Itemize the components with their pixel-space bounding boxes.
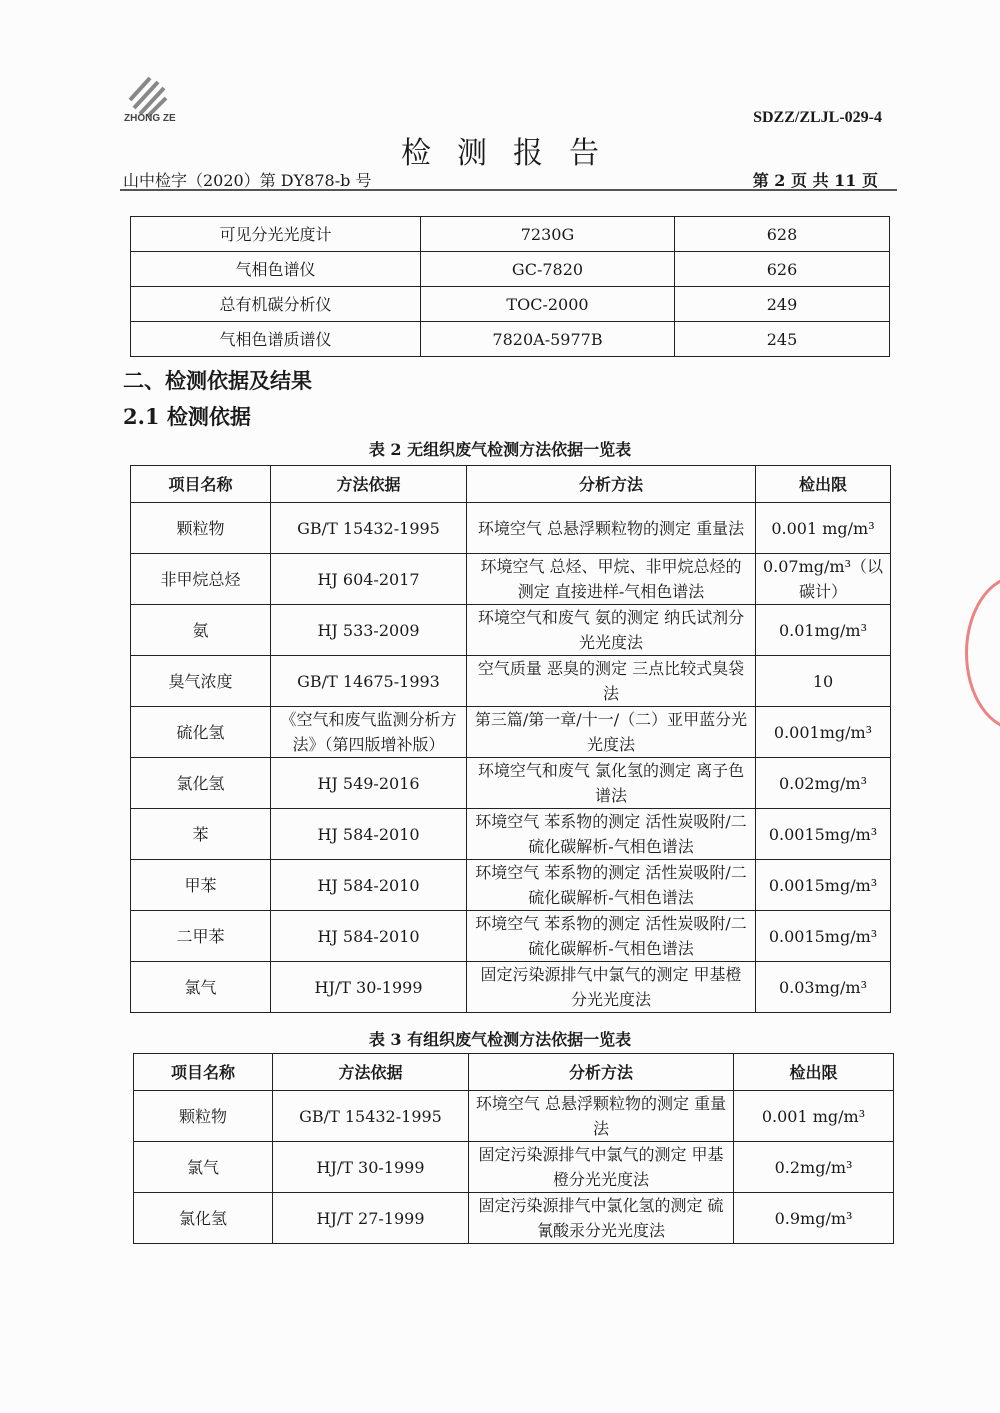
table-cell: GB/T 14675-1993 bbox=[271, 656, 467, 707]
table-cell: TOC-2000 bbox=[421, 287, 675, 322]
table-cell: 固定污染源排气中氯气的测定 甲基橙分光光度法 bbox=[469, 1142, 734, 1193]
table-cell: 249 bbox=[675, 287, 890, 322]
table-row bbox=[134, 1091, 894, 1142]
table-cell: 0.9mg/m³ bbox=[734, 1193, 894, 1244]
table-cell: HJ 584-2010 bbox=[271, 809, 467, 860]
organized-gas-method-table bbox=[133, 1053, 894, 1244]
table-cell: 0.0015mg/m³ bbox=[756, 860, 891, 911]
page-title: 检测报告 bbox=[401, 136, 625, 171]
table-cell: 《空气和废气监测分析方法》（第四版增补版） bbox=[271, 707, 467, 758]
table-cell: 二甲苯 bbox=[131, 911, 271, 962]
table-row bbox=[131, 554, 891, 605]
table-cell: 氯化氢 bbox=[131, 758, 271, 809]
table-cell: 非甲烷总烃 bbox=[131, 554, 271, 605]
red-seal-stamp bbox=[965, 575, 1000, 731]
table-cell: 可见分光光度计 bbox=[131, 217, 421, 252]
table-cell: 环境空气 苯系物的测定 活性炭吸附/二硫化碳解析-气相色谱法 bbox=[467, 860, 756, 911]
table-cell: 苯 bbox=[131, 809, 271, 860]
table-row bbox=[131, 707, 891, 758]
section-title: 二、检测依据及结果 bbox=[123, 368, 312, 393]
table-cell: 气相色谱质谱仪 bbox=[131, 322, 421, 357]
table-cell: GB/T 15432-1995 bbox=[271, 503, 467, 554]
table-cell: 氯气 bbox=[131, 962, 271, 1013]
table-cell: 氨 bbox=[131, 605, 271, 656]
table-row bbox=[131, 656, 891, 707]
table-header-row bbox=[134, 1054, 894, 1091]
table-cell: 氯化氢 bbox=[134, 1193, 273, 1244]
table-cell: 0.02mg/m³ bbox=[756, 758, 891, 809]
table-cell: HJ/T 30-1999 bbox=[271, 962, 467, 1013]
table-cell: HJ 584-2010 bbox=[271, 911, 467, 962]
table-row bbox=[131, 809, 891, 860]
table-cell: 0.03mg/m³ bbox=[756, 962, 891, 1013]
table-cell: 0.001mg/m³ bbox=[756, 707, 891, 758]
table-cell: HJ 604-2017 bbox=[271, 554, 467, 605]
table-cell: 气相色谱仪 bbox=[131, 252, 421, 287]
table-cell: GC-7820 bbox=[421, 252, 675, 287]
table-cell: 项目名称 bbox=[131, 466, 271, 503]
table-cell: 10 bbox=[756, 656, 891, 707]
table-cell: GB/T 15432-1995 bbox=[273, 1091, 469, 1142]
table-row bbox=[131, 322, 890, 357]
table-cell: 空气质量 恶臭的测定 三点比较式臭袋法 bbox=[467, 656, 756, 707]
table-cell: 分析方法 bbox=[467, 466, 756, 503]
table-cell: 甲苯 bbox=[131, 860, 271, 911]
table-cell: 检出限 bbox=[756, 466, 891, 503]
page-number: 第 2 页 共 11 页 bbox=[752, 171, 878, 190]
fugitive-gas-method-table bbox=[130, 465, 891, 1013]
table-cell: 氯气 bbox=[134, 1142, 273, 1193]
table-row bbox=[131, 758, 891, 809]
table-cell: 检出限 bbox=[734, 1054, 894, 1091]
table-cell: HJ 584-2010 bbox=[271, 860, 467, 911]
table-cell: 626 bbox=[675, 252, 890, 287]
table-row bbox=[131, 962, 891, 1013]
table-header-row bbox=[131, 466, 891, 503]
table-cell: 固定污染源排气中氯化氢的测定 硫氰酸汞分光光度法 bbox=[469, 1193, 734, 1244]
table-cell: 环境空气 总悬浮颗粒物的测定 重量法 bbox=[467, 503, 756, 554]
table-cell: 环境空气 苯系物的测定 活性炭吸附/二硫化碳解析-气相色谱法 bbox=[467, 809, 756, 860]
table-cell: 环境空气和废气 氨的测定 纳氏试剂分光光度法 bbox=[467, 605, 756, 656]
table-cell: 环境空气和废气 氯化氢的测定 离子色谱法 bbox=[467, 758, 756, 809]
table-cell: HJ/T 27-1999 bbox=[273, 1193, 469, 1244]
table-row bbox=[131, 911, 891, 962]
table-cell: 分析方法 bbox=[469, 1054, 734, 1091]
table-cell: 固定污染源排气中氯气的测定 甲基橙分光光度法 bbox=[467, 962, 756, 1013]
table-cell: 臭气浓度 bbox=[131, 656, 271, 707]
table-row bbox=[134, 1142, 894, 1193]
table-row bbox=[131, 503, 891, 554]
table-cell: 项目名称 bbox=[134, 1054, 273, 1091]
table-cell: HJ 533-2009 bbox=[271, 605, 467, 656]
table-cell: 0.0015mg/m³ bbox=[756, 911, 891, 962]
table-row bbox=[134, 1193, 894, 1244]
table-cell: 第三篇/第一章/十一/（二）亚甲蓝分光光度法 bbox=[467, 707, 756, 758]
table3-caption: 表 3 有组织废气检测方法依据一览表 bbox=[368, 1030, 632, 1049]
table-row bbox=[131, 252, 890, 287]
subsection-title: 2.1 检测依据 bbox=[123, 404, 251, 429]
table-cell: 0.01mg/m³ bbox=[756, 605, 891, 656]
table-cell: 628 bbox=[675, 217, 890, 252]
table-cell: 方法依据 bbox=[271, 466, 467, 503]
table-cell: 颗粒物 bbox=[131, 503, 271, 554]
table-row bbox=[131, 605, 891, 656]
table-cell: 0.001 mg/m³ bbox=[734, 1091, 894, 1142]
table-cell: 0.0015mg/m³ bbox=[756, 809, 891, 860]
table-cell: 7820A-5977B bbox=[421, 322, 675, 357]
table-cell: 245 bbox=[675, 322, 890, 357]
table-cell: 颗粒物 bbox=[134, 1091, 273, 1142]
table-cell: 环境空气 总悬浮颗粒物的测定 重量法 bbox=[469, 1091, 734, 1142]
document-code: SDZZ/ZLJL-029-4 bbox=[753, 109, 882, 126]
table-row bbox=[131, 860, 891, 911]
table-row bbox=[131, 217, 890, 252]
header-divider bbox=[120, 189, 897, 191]
table-cell: HJ 549-2016 bbox=[271, 758, 467, 809]
table-cell: 0.2mg/m³ bbox=[734, 1142, 894, 1193]
table-cell: 7230G bbox=[421, 217, 675, 252]
table-cell: 环境空气 苯系物的测定 活性炭吸附/二硫化碳解析-气相色谱法 bbox=[467, 911, 756, 962]
table-cell: 环境空气 总烃、甲烷、非甲烷总烃的测定 直接进样-气相色谱法 bbox=[467, 554, 756, 605]
table-cell: 方法依据 bbox=[273, 1054, 469, 1091]
table-cell: 0.001 mg/m³ bbox=[756, 503, 891, 554]
table-row bbox=[131, 287, 890, 322]
instrument-table bbox=[130, 216, 890, 357]
table-cell: 0.07mg/m³（以碳计） bbox=[756, 554, 891, 605]
table-cell: 硫化氢 bbox=[131, 707, 271, 758]
table-cell: 总有机碳分析仪 bbox=[131, 287, 421, 322]
table-cell: HJ/T 30-1999 bbox=[273, 1142, 469, 1193]
table2-caption: 表 2 无组织废气检测方法依据一览表 bbox=[368, 440, 632, 459]
report-number: 山中检字（2020）第 DY878-b 号 bbox=[123, 171, 372, 190]
logo-text: ZHONG ZE bbox=[124, 113, 176, 124]
